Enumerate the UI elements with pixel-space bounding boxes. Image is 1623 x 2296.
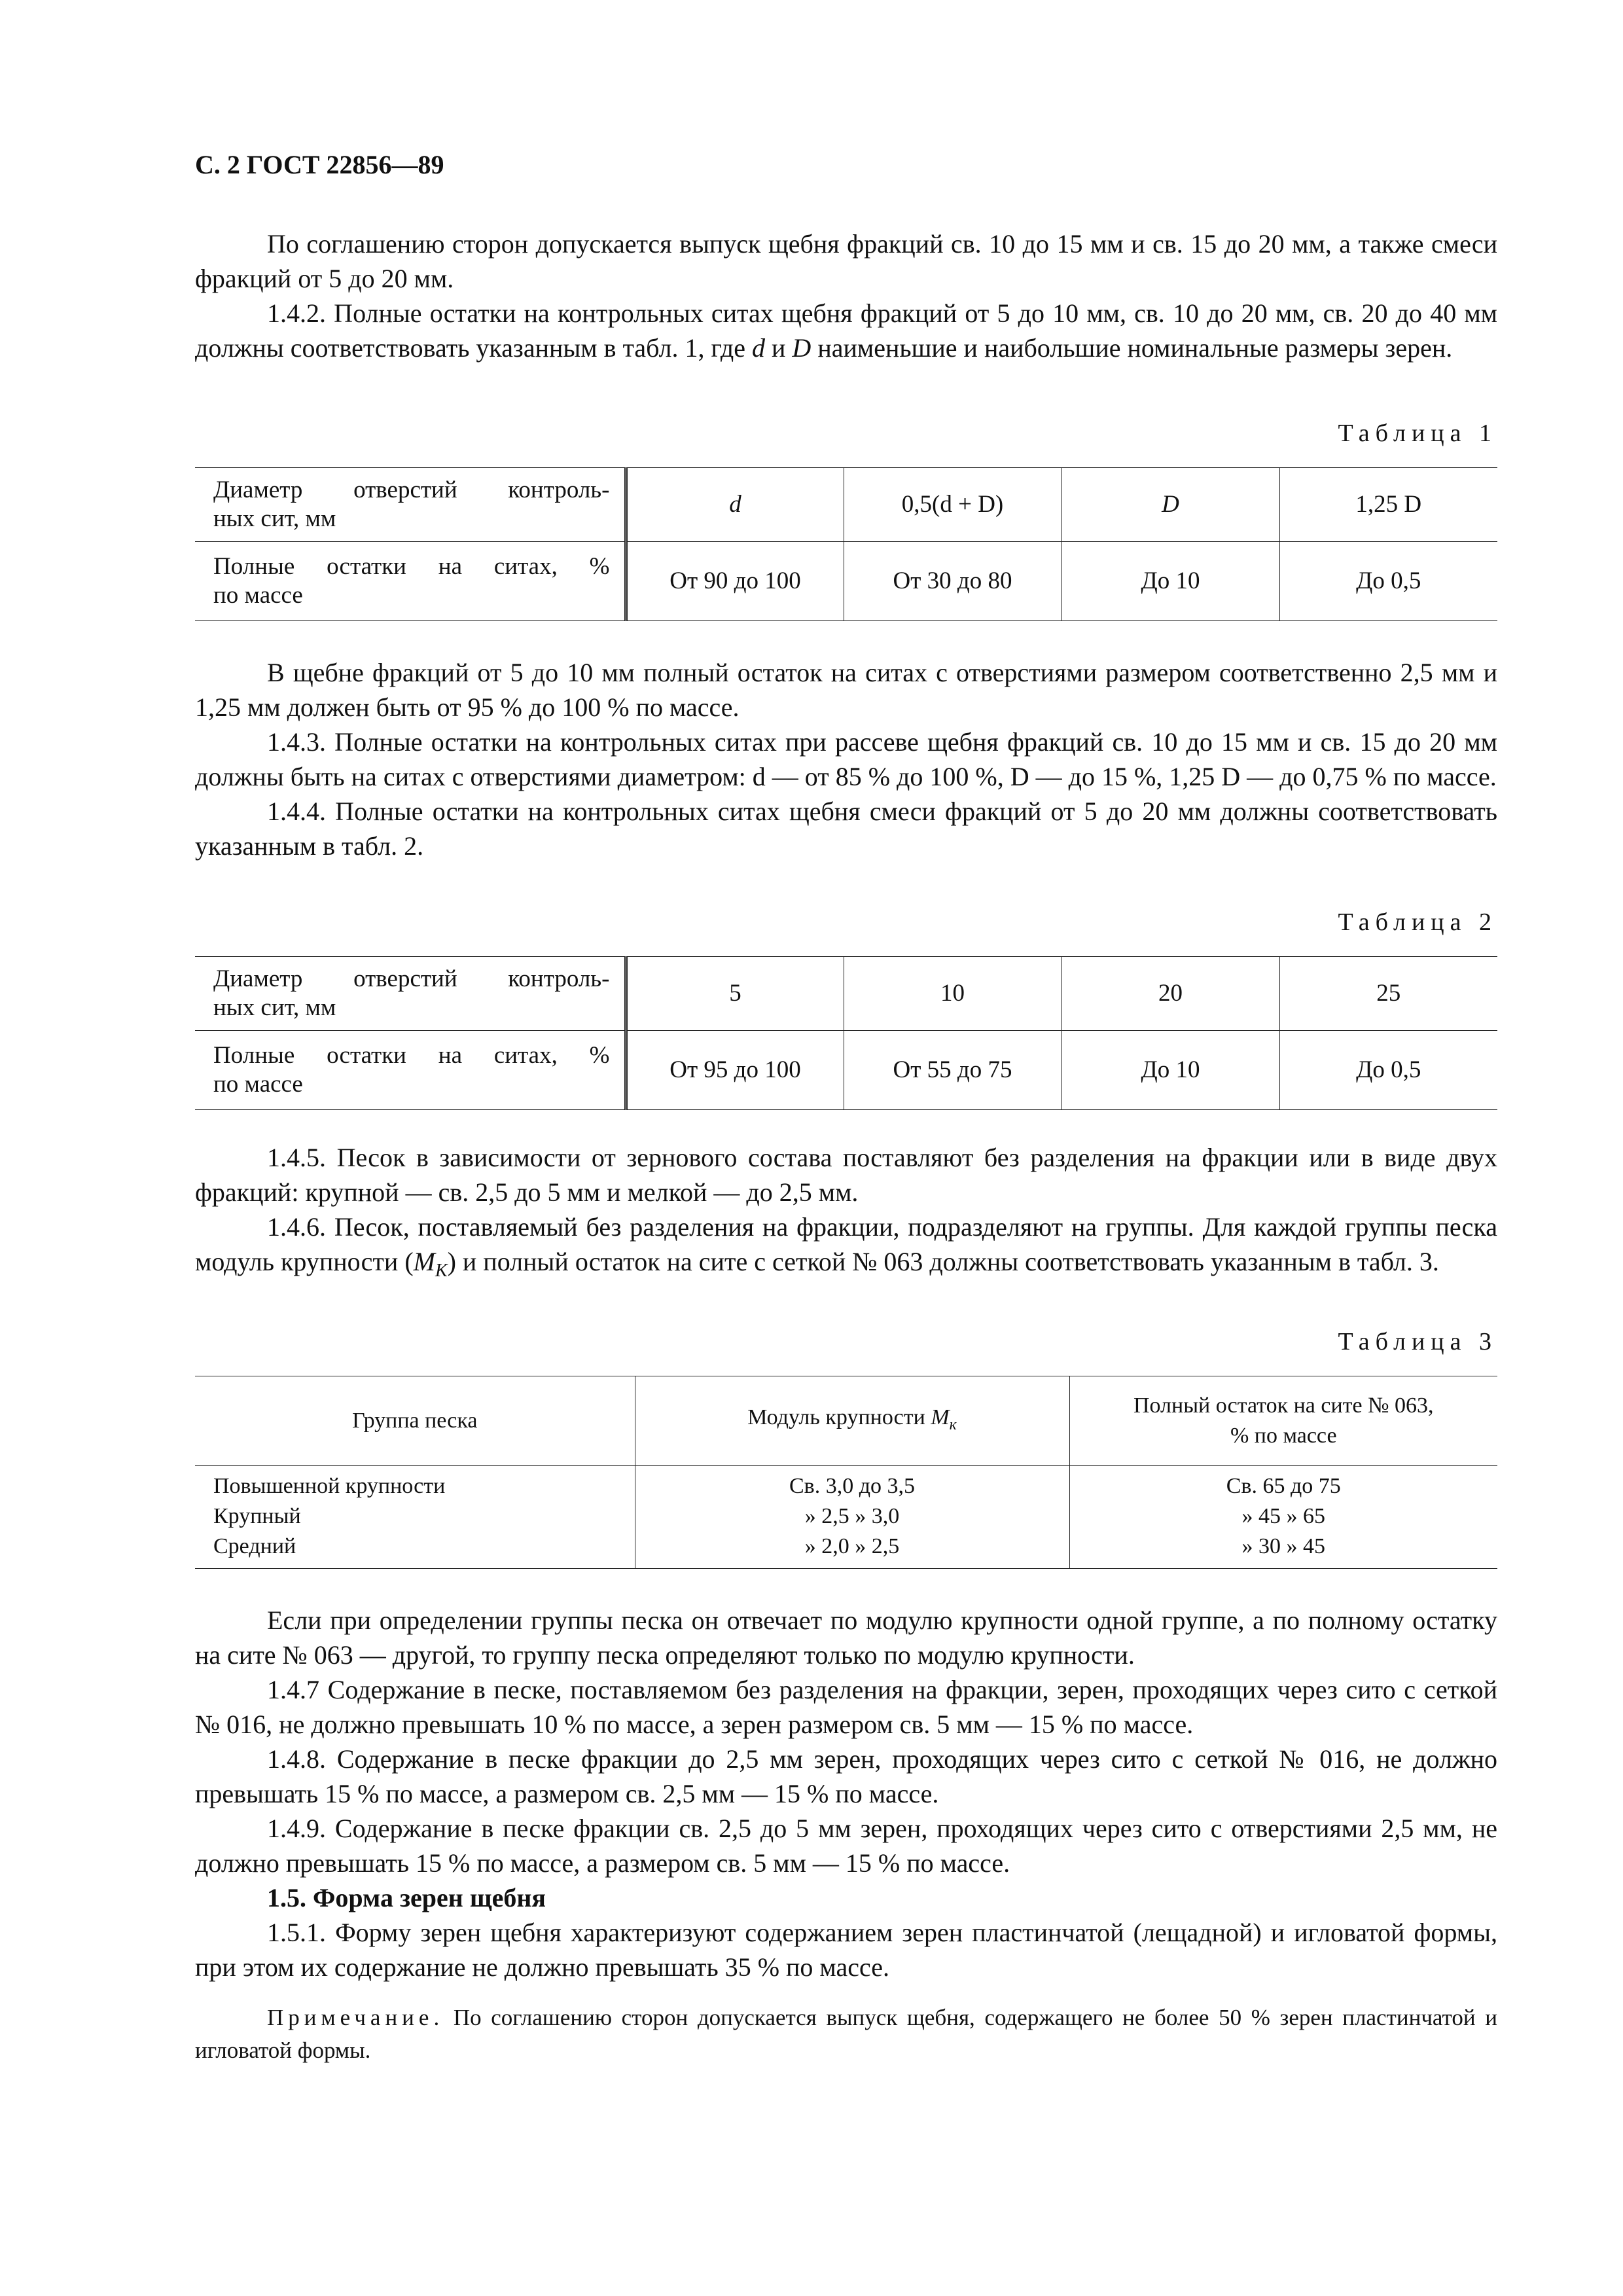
table-row xyxy=(195,542,1497,621)
column-header-residue: Полный остаток на сите № 063, % по массе xyxy=(1069,1376,1497,1466)
paragraph-1-4-7: 1.4.7 Содержание в песке, поставляемом без разделения на фракции, зерен, проходящих через сито с сеткой № 016, не должно превышать 10 % по массе, а зерен размером св. 5 мм — 15 % по массе. xyxy=(195,1675,1497,1739)
page-header: С. 2 ГОСТ 22856—89 xyxy=(195,150,444,179)
row-label: Полные остатки на ситах, % по массе xyxy=(195,542,626,621)
list-item: » 2,0 » 2,5 xyxy=(804,1534,900,1558)
table-cell: От 55 до 75 xyxy=(844,1031,1061,1110)
table-3 xyxy=(195,1376,1497,1569)
document-page xyxy=(195,149,1497,2067)
table-cell: До 0,5 xyxy=(1279,542,1497,621)
table-row xyxy=(195,468,1497,542)
paragraph-text: наименьшие и наибольшие номинальные размеры зерен. xyxy=(811,333,1453,363)
list-item: » 2,5 » 3,0 xyxy=(804,1504,900,1528)
row-label: Диаметр отверстий контроль- ных сит, мм xyxy=(195,957,626,1031)
table-row xyxy=(195,1466,1497,1569)
paragraph-1-4-5: 1.4.5. Песок в зависимости от зернового состава поставляют без разделения на фракции или в виде двух фракций: крупной — св. 2,5 до 5 мм и мелкой — до 2,5 мм. xyxy=(195,1143,1497,1207)
table-cell: 1,25 D xyxy=(1279,468,1497,542)
list-item: Повышенной крупности xyxy=(213,1474,446,1498)
list-item: Средний xyxy=(213,1534,296,1558)
symbol-d: d xyxy=(752,333,766,363)
paragraph-1-4-9: 1.4.9. Содержание в песке фракции св. 2,5 до 5 мм зерен, проходящих через сито с отверстиями 2,5 мм, не должно превышать 15 % по массе, а размером св. 5 мм — 15 % по массе. xyxy=(195,1814,1497,1878)
symbol-mk: $М_К$ xyxy=(413,1247,448,1281)
table-header-row xyxy=(195,1376,1497,1466)
table-cell: d xyxy=(626,468,844,542)
paragraph-1-4-8: 1.4.8. Содержание в песке фракции до 2,5 мм зерен, проходящих через сито с сеткой № 016, не должно превышать 15 % по массе, а размером св. 2,5 мм — 15 % по массе. xyxy=(195,1744,1497,1808)
table-2 xyxy=(195,956,1497,1110)
table-row xyxy=(195,1031,1497,1110)
list-item: Крупный xyxy=(213,1504,301,1528)
table-3-caption: Таблица 3 xyxy=(1338,1328,1497,1355)
paragraph-text: и xyxy=(765,333,793,363)
paragraph-3: В щебне фракций от 5 до 10 мм полный остаток на ситах с отверстиями размером соответственно 2,5 мм и 1,25 мм должен быть от 95 % до 100 % по массе. xyxy=(195,658,1497,722)
section-heading-1-5: 1.5. Форма зерен щебня xyxy=(267,1883,546,1912)
table-cell: До 10 xyxy=(1061,1031,1279,1110)
table-cell: От 30 до 80 xyxy=(844,542,1061,621)
table-row xyxy=(195,957,1497,1031)
table-cell: До 10 xyxy=(1061,542,1279,621)
column-header-group: Группа песка xyxy=(195,1376,635,1466)
table-1 xyxy=(195,467,1497,621)
paragraph-8: Если при определении группы песка он отвечает по модулю крупности одной группе, а по полному остатку на сите № 063 — другой, то группу песка определяют только по модулю крупности. xyxy=(195,1605,1497,1670)
list-item: » 45 » 65 xyxy=(1241,1504,1325,1528)
modulus-cell xyxy=(635,1466,1069,1569)
paragraph-1-4-2 xyxy=(195,296,1497,365)
note xyxy=(195,2001,1497,2067)
paragraph-1-5-1: 1.5.1. Форму зерен щебня характеризуют содержанием зерен пластинчатой (лещадной) и игловатой формы, при этом их содержание не должно превышать 35 % по массе. xyxy=(195,1918,1497,1982)
note-label: Примечание. xyxy=(267,2005,444,2030)
note-text: По соглашению сторон допускается выпуск щебня, содержащего не более 50 % зерен пластинчатой и игловатой формы. xyxy=(195,2005,1497,2063)
table-cell: 0,5(d + D) xyxy=(844,468,1061,542)
paragraph-1-4-4: 1.4.4. Полные остатки на контрольных ситах щебня смеси фракций от 5 до 20 мм должны соответствовать указанным в табл. 2. xyxy=(195,797,1497,861)
paragraph-1-4-3: 1.4.3. Полные остатки на контрольных ситах при рассеве щебня фракций св. 10 до 15 мм и св. 15 до 20 мм должны быть на ситах с отверстиями диаметром: d — от 85 % до 100 %, D — до 15 %, 1,25 D — до 0,75 % по массе. xyxy=(195,727,1497,791)
residue-cell xyxy=(1069,1466,1497,1569)
list-item: Св. 3,0 до 3,5 xyxy=(789,1474,916,1498)
table-2-caption: Таблица 2 xyxy=(1338,908,1497,936)
table-cell: 25 xyxy=(1279,957,1497,1031)
table-cell: До 0,5 xyxy=(1279,1031,1497,1110)
row-label: Диаметр отверстий контроль- ных сит, мм xyxy=(195,468,626,542)
row-label: Полные остатки на ситах, % по массе xyxy=(195,1031,626,1110)
column-header-modulus: Модуль крупности $М_к$ xyxy=(635,1376,1069,1466)
table-cell: 5 xyxy=(626,957,844,1031)
paragraph-text: 1.4.2. Полные остатки на контрольных ситах щебня фракций от 5 до 10 мм, св. 10 до 20 мм, св. 20 до 40 мм должны соответствовать указанным в табл. 1, где xyxy=(195,298,1497,363)
paragraph-1: По соглашению сторон допускается выпуск щебня фракций св. 10 до 15 мм и св. 15 до 20 мм, а также смеси фракций от 5 до 20 мм. xyxy=(195,229,1497,293)
table-cell: 20 xyxy=(1061,957,1279,1031)
table-1-caption: Таблица 1 xyxy=(1338,420,1497,447)
table-cell: D xyxy=(1061,468,1279,542)
paragraph-1-4-6: 1.4.6. Песок, поставляемый без разделения на фракции, подразделяют на группы. Для каждой группы песка модуль крупности $(М_К)$ и полный остаток на сите с сеткой № 063 должны соответствовать указанным в табл. 3. xyxy=(195,1212,1497,1281)
table-cell: От 95 до 100 xyxy=(626,1031,844,1110)
list-item: Св. 65 до 75 xyxy=(1226,1474,1341,1498)
list-item: » 30 » 45 xyxy=(1241,1534,1325,1558)
group-cell xyxy=(195,1466,635,1569)
table-cell: 10 xyxy=(844,957,1061,1031)
symbol-D: D xyxy=(792,333,812,363)
table-cell: От 90 до 100 xyxy=(626,542,844,621)
